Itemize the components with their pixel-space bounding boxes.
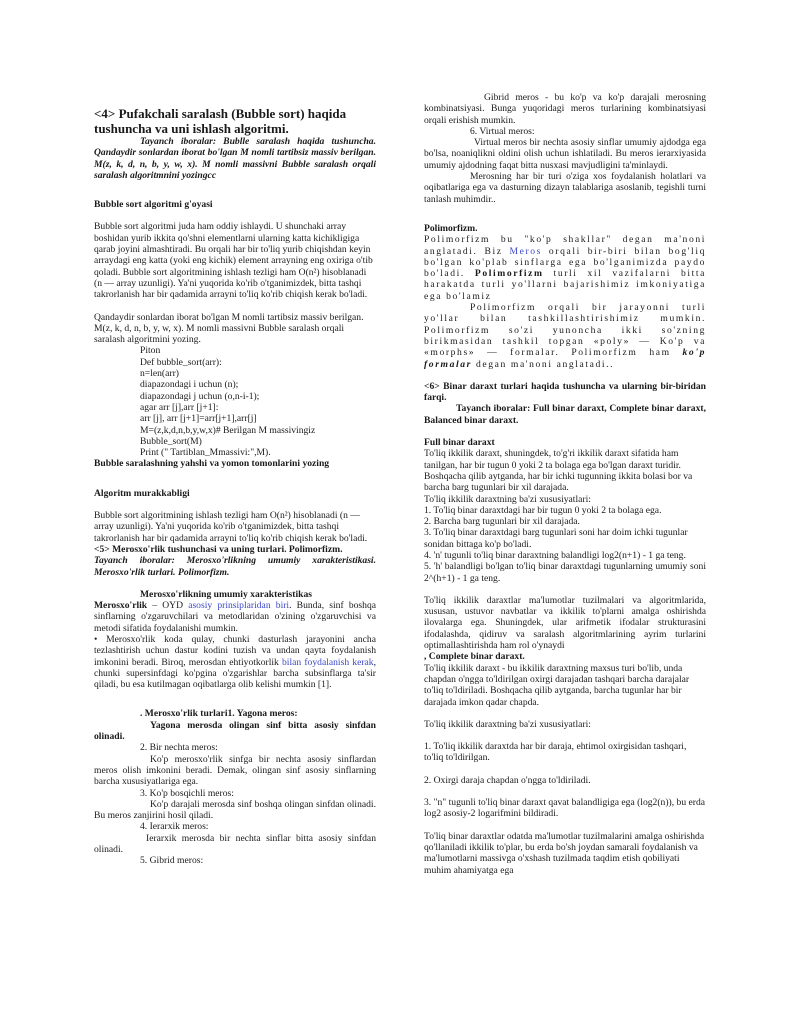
- list-item: 2. Barcha barg tugunlari bir xil darajada.: [424, 516, 580, 528]
- term-inheritance: Merosxo'rlik: [94, 600, 148, 612]
- text-span: • Merosxo'rlik koda qulay, chunki dasturlash jarayonini ancha tezlashtirish uchun dastur kodini tuzish va undan qayta foydalanish imkonini beradi. Biroq, merosdan ehtiyotkorlik: [94, 633, 376, 668]
- paragraph-full-binary-tree: To'liq ikkilik daraxt, shuningdek, to'g'ri ikkilik daraxt sifatida ham tanilgan, har bir tugun 0 yoki 2 ta bolaga ega bo'lgan daraxt turidir. Boshqacha qilib aytganda, har bir ichki tugunning ikkita bolasi bor va barcha barg tugunlari bir xil darajada.: [424, 448, 693, 494]
- paragraph-complexity: Bubble sort algoritmining ishlash tezligi ham O(n²) hisoblanadi (n — array uzunligi). Ya'ni yuqorida ko'rib o'tganimizdek, bitta tashqi takrorlanish har bir qadamida arrayni to'liq ko'rib chiqish kerak bo'ladi.: [94, 510, 368, 544]
- list-item: 1. To'liq binar daraxtdagi har bir tugun 0 yoki 2 ta bolaga ega.: [424, 504, 662, 516]
- question-6-title: <6> Binar daraxt turlari haqida tushuncha va ularning bir-biridan farqi.: [424, 380, 706, 404]
- question-6-keywords: Tayanch iboralar: Full binar daraxt, Complete binar daraxt, Balanced binar daraxt.: [424, 403, 706, 426]
- text-span: , chunki supersinfdagi ko'pgina o'zgarishlar barcha subsinflarga ta'sir qiladi, bu esa kutilmagan oqibatlarga olib kelishi mumkin [1].: [94, 656, 376, 691]
- question-5-title: <5> Merosxo'rlik tushunchasi va uning turlari. Polimorfizm.: [94, 543, 343, 555]
- heading-inheritance-general: Merosxo'rlikning umumiy xarakteristikas: [140, 588, 312, 600]
- paragraph-multiple: Ko'p merosxo'rlik sinfga bir nechta asosiy sinflardan meros olish imkonini beradi. Demak, olingan sinf asosiy sinflarning barcha xususiyatlariga ega.: [94, 753, 376, 788]
- paragraph-inheritance-bullet: [94, 634, 376, 690]
- paragraph-polymorphism: [424, 234, 706, 302]
- link-oop-principles[interactable]: asosiy prinsiplaridan biri: [188, 600, 290, 612]
- code-line: diapazondagi i uchun (n);: [140, 379, 239, 391]
- list-item: 4. 'n' tugunli to'liq binar daraxtning balandligi log2(n+1) - 1 ga teng.: [424, 549, 686, 561]
- list-item: 5. 'h' balandligi bo'lgan to'liq binar daraxtdagi tugunlarning umumiy soni 2^(h+1) - 1 ga teng.: [424, 561, 706, 584]
- list-item-multiple: 2. Bir nechta meros:: [140, 742, 218, 754]
- code-line: diapazondagi j uchun (o,n-i-1);: [140, 390, 260, 402]
- term-many-forms: ko'p formalar: [424, 347, 706, 370]
- code-line: Bubble_sort(M): [140, 435, 202, 447]
- list-item: 2. Oxirgi daraja chapdan o'ngga to'ldiriladi.: [424, 774, 591, 786]
- text-span: . Bunda, sinf boshqa sinflarning o'zgaruvchilari va metodlaridan o'zining o'zgaruvchisi va metodi sifatida foydalanishi mumkin.: [94, 600, 376, 634]
- paragraph-full-applications: To'liq ikkilik daraxtlar ma'lumotlar tuzilmalari va algoritmlarida, xususan, ustuvor navbatlar va ikkilik to'plarni amalga oshirishda ilovalarga ega. Shuningdek, ular arifmetik ifodalar strukturasini ifodalashda, qidiruv va saralash algoritmlarining ayrim turlarini optimallashtirishda ham rol o'ynaydi: [424, 594, 706, 652]
- heading-pros-cons: Bubble saralashning yahshi va yomon tomonlarini yozing: [94, 458, 330, 470]
- code-line: n=len(arr): [140, 368, 179, 380]
- paragraph-virtual: Virtual meros bir nechta asosiy sinflar umumiy ajdodga ega bo'lsa, noaniqlikni oldini olish uchun ishlatiladi. Bu meros ierarxiyasida umumiy ajdodning faqat bitta nusxasi mavjudligini ta'minlaydi.: [424, 137, 706, 171]
- text-span: orqali bir-biri bilan bog'liq bo'lgan ko'plab sinflarga ega bo'lganimizda paydo bo'ladi.: [424, 245, 706, 280]
- paragraph-hierarchical: Ierarxik merosda bir nechta sinflar bitta asosiy sinfdan olinadi.: [94, 832, 376, 856]
- text-span: turli xil vazifalarni bitta harakatda turli yo'llarni bajarishimiz imkoniyatiga ega bo'lamiz: [424, 268, 706, 302]
- question-4-keywords: Tayanch iboralar: Bublle saralash haqida tushuncha. Qandaydir sonlardan iborat bo'lgan M nomli tartibsiz massiv berilgan. M(z, k, d, n, b, y, w, x). M nomli massivni Bubble saralash orqali saralash algoritmnini yozingcc: [94, 136, 376, 181]
- list-item: To'liq ikkilik daraxtning ba'zi xususiyatlari:: [424, 493, 591, 505]
- text-span: degan ma'noni anglatadi..: [471, 358, 615, 370]
- paragraph-multilevel: Ko'p darajali merosda sinf boshqa olingan sinfdan olinadi. Bu meros zanjirini hosil qiladi.: [94, 798, 376, 822]
- heading-full-binary-tree: Full binar daraxt: [424, 437, 495, 449]
- code-block: [94, 345, 376, 458]
- paragraph-hybrid: Gibrid meros - bu ko'p va ko'p darajali merosning kombinatsiyasi. Bunga yuqoridagi meros turlarining kombinatsiyasi orqali erishish mumkin.: [424, 92, 706, 126]
- paragraph-use-cases: Merosning har bir turi o'ziga xos foydalanish holatlari va oqibatlariga ega va dasturning dizayn talablariga asoslanib, tegishli turni tanlash muhimdir..: [424, 171, 706, 205]
- code-line: arr [j], arr [j+1]=arr[j+1],arr[j]: [140, 413, 257, 425]
- code-line: Def bubble_sort(arr):: [140, 356, 222, 368]
- paragraph-complete-binary-tree: To'liq ikkilik daraxt - bu ikkilik daraxtning maxsus turi bo'lib, unda chapdan o'ngga to'ldirilgan oxirgi darajadan tashqari barcha darajalar to'liq to'ldiriladi. Boshqacha qilib aytganda, barcha tugunlar har bir darajada imkon qadar chapda.: [424, 662, 690, 708]
- paragraph-polymorphism-2: [424, 302, 706, 370]
- term-polymorphism: Polimorfizm: [474, 268, 544, 280]
- heading-complexity: Algoritm murakkabligi: [94, 487, 190, 499]
- heading-bubble-idea: Bubble sort algoritmi g'oyasi: [94, 199, 213, 211]
- link-careful-use[interactable]: bilan foydalanish kerak: [282, 656, 374, 668]
- list-item: 3. To'liq binar daraxtdagi barg tugunlari soni har doim ichki tugunlar sonidan bittaga ko'p bo'ladi.: [424, 527, 688, 550]
- paragraph-inheritance: [94, 600, 376, 634]
- code-line: Print (" Tartiblan_Mmassivi:",M).: [140, 447, 271, 459]
- code-line: agar arr [j],arr [j+1]:: [140, 401, 219, 413]
- text-span: Polimorfizm bu "ko'p shakllar" degan ma'noni anglatadi. Biz: [424, 234, 706, 257]
- text-span: – OYD: [147, 600, 189, 612]
- right-column: [424, 92, 706, 876]
- list-item-hierarchical: 4. Ierarxik meros:: [140, 821, 209, 833]
- question-4-title: <4> Pufakchali saralash (Bubble sort) haqida tushuncha va uni ishlash algoritmi.: [94, 106, 347, 136]
- list-item: 1. To'liq ikkilik daraxtda har bir daraja, ehtimol oxirgisidan tashqari, to'liq to'ldirilgan.: [424, 741, 687, 764]
- question-5-keywords: Tayanch iboralar: Merosxo'rlikning umumiy xarakteristikasi. Merosxo'rlik turlari. Polimorfizm.: [94, 555, 376, 578]
- list-item-virtual: 6. Virtual meros:: [470, 125, 535, 137]
- heading-inheritance-types: . Merosxo'rlik turlari1. Yagona meros:: [140, 708, 298, 720]
- link-meros[interactable]: Meros: [509, 245, 542, 257]
- heading-complete-binary-tree: , Complete binar daraxt.: [424, 651, 525, 663]
- list-item-hybrid: 5. Gibrid meros:: [140, 855, 204, 867]
- list-item: 3. "n" tugunli to'liq binar daraxt qavat balandligiga ega (log2(n)), bu erda log2 asosiy-2 logarifmini bildiradi.: [424, 797, 706, 820]
- left-column: [94, 92, 376, 867]
- list-item-multilevel: 3. Ko'p bosqichli meros:: [140, 787, 234, 799]
- text-span: Polimorfizm orqali bir jarayonni turli yo'llar bilan tashkillashtirishimiz mumkin. Polimorfizm so'zi yunoncha ikki so'zning birikmasidan tashkil topgan «poly» — Ko'p va «morphs» — formalar. Polimorfizm ham: [424, 302, 706, 359]
- paragraph-task: Qandaydir sonlardan iborat bo'lgan M nomli tartibsiz massiv berilgan. M(z, k, d, n, b, y, w, x). M nomli massivni Bubble saralash orqali saralash algoritmini yozing.: [94, 311, 364, 346]
- paragraph-complete-properties: To'liq ikkilik daraxtning ba'zi xususiyatlari:: [424, 718, 591, 730]
- code-line: Piton: [140, 345, 161, 357]
- paragraph-complete-applications: To'liq binar daraxtlar odatda ma'lumotlar tuzilmalarini amalga oshirishda qo'llaniladi ikkilik to'plar, bu erda bo'sh joydan samarali foydalanish va ma'lumotlarni massivga o'xshash tuzilmada taqdim etish qobiliyati muhim ahamiyatga ega: [424, 830, 705, 876]
- code-line: M=(z,k,d,n,b,y,w,x)# Berilgan M massivingiz: [140, 424, 316, 436]
- heading-polymorphism: Polimorfizm.: [424, 222, 478, 234]
- paragraph-single-inheritance: Yagona merosda olingan sinf bitta asosiy sinfdan olinadi.: [94, 719, 376, 743]
- paragraph-bubble-idea: Bubble sort algoritmi juda ham oddiy ishlaydi. U shunchaki array boshidan yurib ikkita qo'shni elementlarni ularning katta kichikligiga qarab joyini almashtiradi. Bu orqali har bir to'liq yurib chiqishdan keyin arraydagi eng katta (yoki eng kichik) element arrayning eng oxiriga o'tib qoladi. Bubble sort algoritmining ishlash tezligi ham O(n²) hisoblanadi (n — array uzunligi). Ya'ni yuqorida ko'rib o'tganimizdek, bitta tashqi takrorlanish har bir qadamida arrayni to'liq ko'rib chiqish kerak bo'ladi.: [94, 221, 373, 301]
